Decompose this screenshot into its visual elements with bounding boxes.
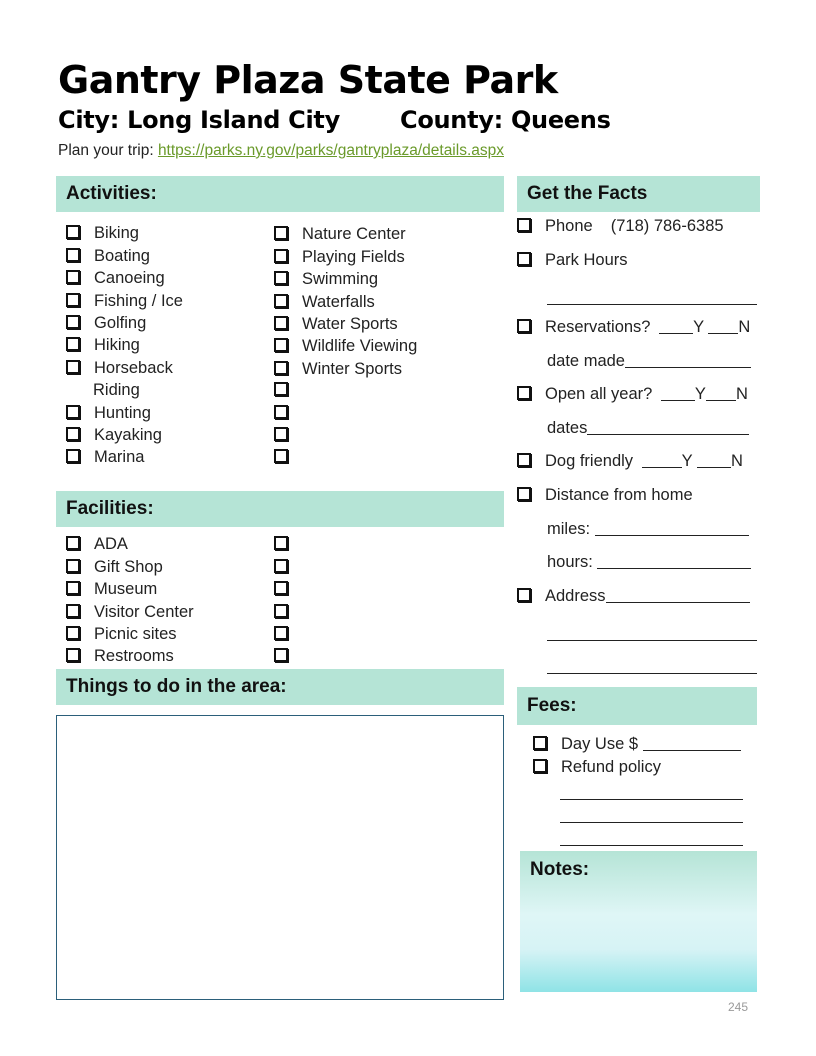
facilities-header: Facilities:	[56, 491, 504, 527]
checkbox-icon	[274, 316, 288, 330]
checkbox-icon	[274, 338, 288, 352]
checkbox-icon	[66, 427, 80, 441]
checkbox-icon	[517, 218, 531, 232]
checkbox-visitor-center[interactable]	[66, 603, 194, 622]
open-all-year-label: Open all year?	[545, 385, 653, 403]
checkbox-blank[interactable]	[274, 580, 302, 599]
checkbox-label: Golfing	[94, 314, 147, 332]
checkbox-phone[interactable]	[517, 217, 724, 236]
yes-option: Y	[681, 452, 693, 470]
no-option: N	[738, 318, 751, 336]
things-to-do-textarea[interactable]	[56, 715, 504, 1000]
checkbox-icon	[274, 294, 288, 308]
checkbox-blank[interactable]	[274, 426, 302, 445]
phone-value: (718) 786-6385	[610, 217, 724, 235]
checkbox-label: Hunting	[94, 404, 151, 422]
facts-header: Get the Facts	[517, 176, 760, 212]
miles-field[interactable]	[547, 520, 749, 539]
checkbox-address[interactable]	[517, 587, 750, 606]
checkbox-canoeing[interactable]	[66, 269, 165, 288]
fees-header: Fees:	[517, 687, 757, 725]
checkbox-icon	[274, 626, 288, 640]
checkbox-distance[interactable]	[517, 486, 693, 505]
checkbox-water-sports[interactable]	[274, 315, 398, 334]
checkbox-wildlife-viewing[interactable]	[274, 337, 417, 356]
checkbox-label: Gift Shop	[94, 558, 163, 576]
checkbox-restrooms[interactable]	[66, 647, 174, 666]
plan-trip-line	[58, 142, 504, 160]
checkbox-label: Winter Sports	[302, 360, 402, 378]
reservations-label: Reservations?	[545, 318, 651, 336]
dog-friendly-label: Dog friendly	[545, 452, 634, 470]
checkbox-icon	[66, 405, 80, 419]
checkbox-icon	[517, 319, 531, 333]
checkbox-blank[interactable]	[274, 558, 302, 577]
no-option: N	[735, 385, 748, 403]
checkbox-label: Picnic sites	[94, 625, 177, 643]
address-line-3[interactable]	[547, 657, 757, 676]
miles-label: miles:	[547, 520, 591, 538]
checkbox-hiking[interactable]	[66, 336, 140, 355]
dates-label: dates	[547, 419, 588, 437]
checkbox-icon	[274, 559, 288, 573]
checkbox-icon	[274, 427, 288, 441]
address-label: Address	[545, 587, 606, 605]
checkbox-label: Horseback	[94, 359, 173, 377]
checkbox-kayaking[interactable]	[66, 426, 162, 445]
hours-label: hours:	[547, 553, 593, 571]
no-option: N	[730, 452, 743, 470]
checkbox-label: Kayaking	[94, 426, 162, 444]
checkbox-blank[interactable]	[274, 404, 302, 423]
checkbox-icon	[66, 648, 80, 662]
checkbox-label: Biking	[94, 224, 139, 242]
checkbox-label: Hiking	[94, 336, 140, 354]
checkbox-icon	[274, 249, 288, 263]
checkbox-hunting[interactable]	[66, 404, 151, 423]
checkbox-museum[interactable]	[66, 580, 157, 599]
checkbox-icon	[533, 759, 547, 773]
checkbox-label: Fishing / Ice	[94, 292, 183, 310]
horseback-riding-continuation: Riding	[93, 381, 140, 399]
checkbox-icon	[66, 225, 80, 239]
checkbox-icon	[66, 604, 80, 618]
refund-policy-label: Refund policy	[561, 758, 661, 776]
checkbox-swimming[interactable]	[274, 270, 378, 289]
checkbox-icon	[274, 361, 288, 375]
checkbox-blank[interactable]	[274, 625, 302, 644]
checkbox-icon	[274, 604, 288, 618]
activities-header: Activities:	[56, 176, 504, 212]
checkbox-icon	[66, 559, 80, 573]
checkbox-icon	[274, 382, 288, 396]
checkbox-icon	[66, 581, 80, 595]
checkbox-icon	[274, 271, 288, 285]
checkbox-boating[interactable]	[66, 247, 150, 266]
distance-label: Distance from home	[545, 486, 693, 504]
checkbox-icon	[274, 536, 288, 550]
checkbox-label: Boating	[94, 247, 150, 265]
checkbox-blank[interactable]	[274, 381, 302, 400]
notes-header: Notes:	[530, 859, 590, 880]
park-hours-field[interactable]	[547, 288, 757, 307]
checkbox-fishing-ice[interactable]	[66, 292, 183, 311]
checkbox-icon	[66, 449, 80, 463]
refund-line-3[interactable]	[560, 829, 743, 848]
checkbox-waterfalls[interactable]	[274, 293, 375, 312]
checkbox-day-use[interactable]	[533, 735, 741, 754]
park-website-link[interactable]: https://parks.ny.gov/parks/gantryplaza/details.aspx	[157, 142, 504, 159]
checkbox-icon	[66, 248, 80, 262]
refund-line-1[interactable]	[560, 783, 743, 802]
checkbox-icon	[274, 405, 288, 419]
city-label: City: Long Island City	[58, 106, 340, 134]
checkbox-label: Playing Fields	[302, 248, 405, 266]
checkbox-label: Restrooms	[94, 647, 174, 665]
checkbox-dog-friendly[interactable]	[517, 452, 743, 471]
checkbox-horseback[interactable]	[66, 359, 173, 378]
page-title: Gantry Plaza State Park	[58, 58, 558, 102]
checkbox-label: Wildlife Viewing	[302, 337, 418, 355]
checkbox-ada[interactable]	[66, 535, 128, 554]
refund-line-2[interactable]	[560, 806, 743, 825]
checkbox-open-all-year[interactable]	[517, 385, 748, 404]
checkbox-label: ADA	[94, 535, 128, 553]
checkbox-park-hours[interactable]	[517, 251, 628, 270]
date-made-label: date made	[547, 352, 625, 370]
checkbox-icon	[274, 226, 288, 240]
things-to-do-header: Things to do in the area:	[56, 669, 504, 705]
checkbox-blank[interactable]	[274, 603, 302, 622]
checkbox-icon	[517, 453, 531, 467]
checkbox-label: Swimming	[302, 270, 379, 288]
checkbox-biking[interactable]	[66, 224, 139, 243]
checkbox-blank[interactable]	[274, 647, 302, 666]
checkbox-icon	[66, 337, 80, 351]
checkbox-icon	[274, 648, 288, 662]
notes-panel[interactable]	[520, 851, 757, 992]
checkbox-icon	[66, 360, 80, 374]
checkbox-icon	[66, 536, 80, 550]
checkbox-picnic-sites[interactable]	[66, 625, 177, 644]
yes-option: Y	[693, 318, 704, 336]
phone-label: Phone	[545, 217, 593, 235]
checkbox-nature-center[interactable]	[274, 225, 406, 244]
checkbox-label: Waterfalls	[302, 293, 375, 311]
checkbox-icon	[66, 270, 80, 284]
checkbox-gift-shop[interactable]	[66, 558, 163, 577]
checkbox-label: Visitor Center	[94, 603, 194, 621]
checkbox-label: Canoeing	[94, 269, 165, 287]
dates-field[interactable]	[547, 419, 749, 438]
checkbox-winter-sports[interactable]	[274, 360, 402, 379]
page-number: 245	[728, 1000, 749, 1014]
checkbox-label: Nature Center	[302, 225, 406, 243]
checkbox-label: Marina	[94, 448, 145, 466]
checkbox-blank[interactable]	[274, 448, 302, 467]
checkbox-icon	[517, 588, 531, 602]
checkbox-icon	[66, 626, 80, 640]
checkbox-refund-policy[interactable]	[533, 758, 661, 777]
checkbox-label: Water Sports	[302, 315, 398, 333]
checkbox-blank[interactable]	[274, 535, 302, 554]
checkbox-reservations[interactable]	[517, 318, 750, 337]
checkbox-golfing[interactable]	[66, 314, 146, 333]
address-line-2[interactable]	[547, 624, 757, 643]
day-use-label: Day Use $	[561, 735, 639, 753]
checkbox-icon	[274, 449, 288, 463]
checkbox-icon	[274, 581, 288, 595]
checkbox-icon	[517, 386, 531, 400]
park-hours-label: Park Hours	[545, 251, 628, 269]
checkbox-icon	[517, 252, 531, 266]
hours-field[interactable]	[547, 553, 751, 572]
county-label: County: Queens	[400, 106, 611, 134]
plan-trip-prefix: Plan your trip:	[58, 142, 158, 159]
checkbox-icon	[517, 487, 531, 501]
checkbox-marina[interactable]	[66, 448, 144, 467]
checkbox-icon	[533, 736, 547, 750]
yes-option: Y	[694, 385, 706, 403]
checkbox-icon	[66, 315, 80, 329]
checkbox-icon	[66, 293, 80, 307]
checkbox-playing-fields[interactable]	[274, 248, 405, 267]
checkbox-label: Museum	[94, 580, 158, 598]
date-made-field[interactable]	[547, 352, 751, 371]
